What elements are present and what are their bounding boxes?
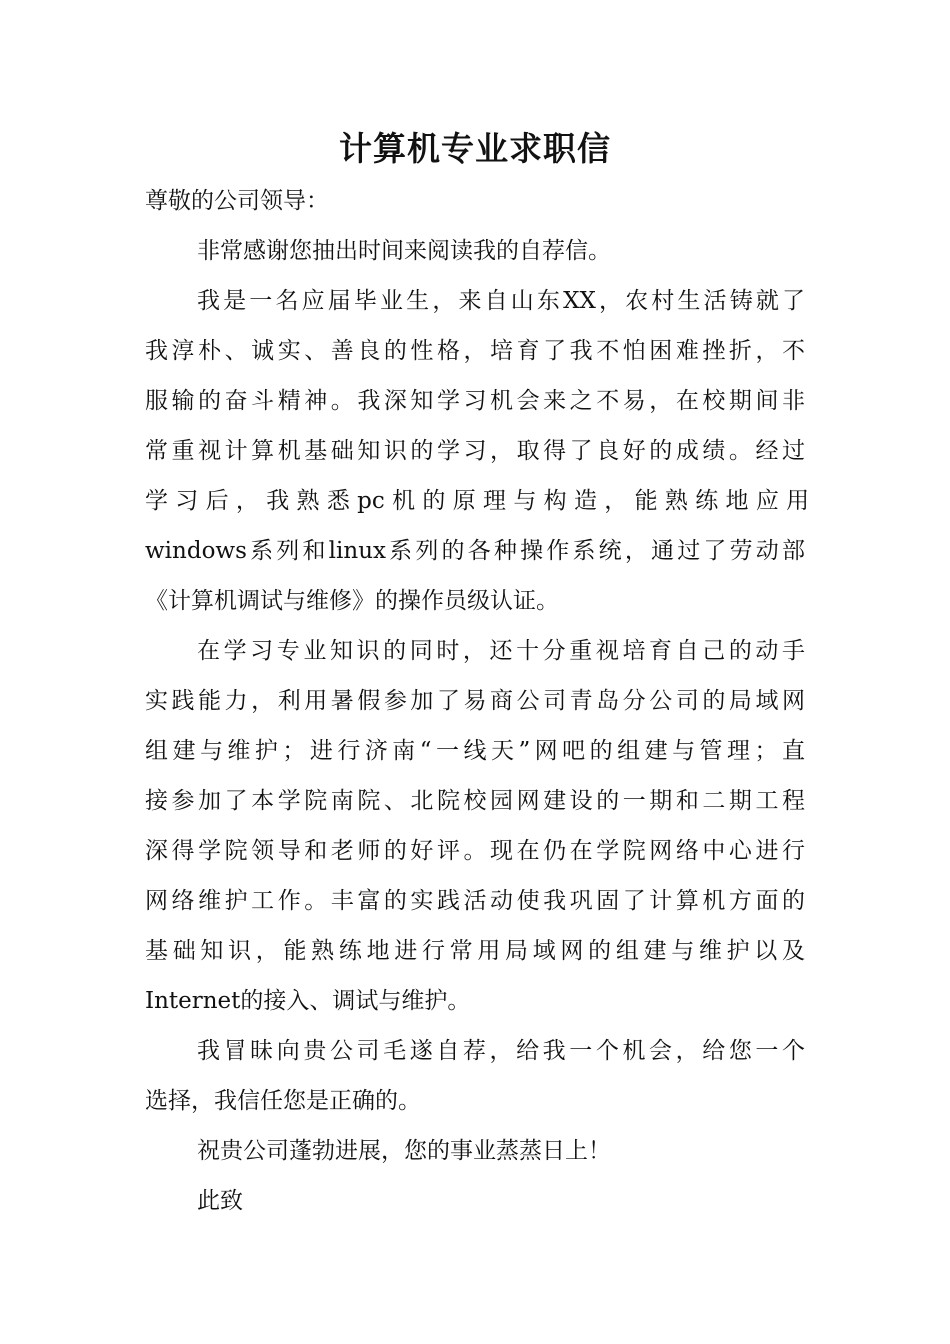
document-title: 计算机专业求职信 xyxy=(339,129,611,168)
text-line: 我淳朴、诚实、善良的性格，培育了我不怕困难挫折，不 xyxy=(145,338,805,364)
text-line: 服输的奋斗精神。我深知学习机会来之不易，在校期间非 xyxy=(145,388,805,414)
text-line: 常重视计算机基础知识的学习，取得了良好的成绩。经过 xyxy=(145,438,805,464)
text-line: 深得学院领导和老师的好评。现在仍在学院网络中心进行 xyxy=(145,838,805,864)
text-line: 实践能力，利用暑假参加了易商公司青岛分公司的局域网 xyxy=(145,688,805,714)
text-line: 我是一名应届毕业生，来自山东XX，农村生活铸就了 xyxy=(197,288,805,314)
text-line: 《计算机调试与维修》的操作员级认证。 xyxy=(145,588,559,614)
text-line: 我冒昧向贵公司毛遂自荐，给我一个机会，给您一个 xyxy=(197,1038,805,1064)
text-line: 非常感谢您抽出时间来阅读我的自荐信。 xyxy=(197,238,611,264)
text-line: 学 习 后 ， 我 熟 悉 pc 机 的 原 理 与 构 造 ， 能 熟 练 地 应 用 xyxy=(145,488,810,514)
text-line: 网络维护工作。丰富的实践活动使我巩固了计算机方面的 xyxy=(145,888,805,914)
text-line: 基础知识，能熟练地进行常用局域网的组建与维护以及 xyxy=(145,938,805,964)
text-line: 组建与维护；进行济南“一线天”网吧的组建与管理；直 xyxy=(145,738,805,764)
text-line: 接参加了本学院南院、北院校园网建设的一期和二期工程 xyxy=(145,788,805,814)
text-line: 祝贵公司蓬勃进展，您的事业蒸蒸日上！ xyxy=(197,1138,611,1164)
letter-body xyxy=(145,176,810,1226)
text-line: 尊敬的公司领导： xyxy=(145,188,329,214)
text-line: windows系列和linux系列的各种操作系统，通过了劳动部 xyxy=(145,538,805,564)
text-line: Internet的接入、调试与维护。 xyxy=(145,988,471,1014)
text-line: 在学习专业知识的同时，还十分重视培育自己的动手 xyxy=(197,638,805,664)
text-line: 此致 xyxy=(197,1188,243,1214)
text-line: 选择，我信任您是正确的。 xyxy=(145,1088,421,1114)
